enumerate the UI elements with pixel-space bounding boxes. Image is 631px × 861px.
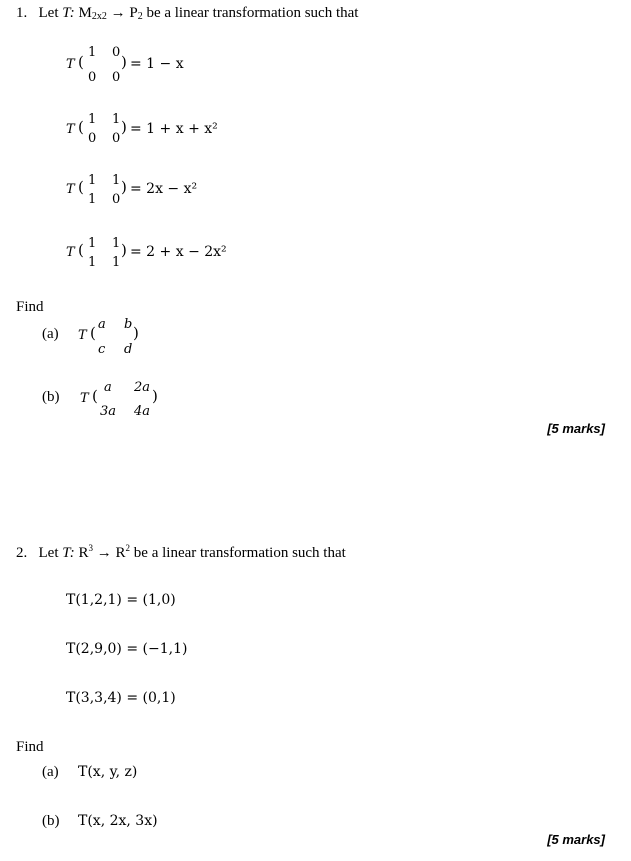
q2-number: 2. — [16, 545, 28, 561]
q1-part-b-d: 4a — [134, 404, 151, 419]
q1-map-2-rhs: = 1 + x + x² — [130, 121, 218, 137]
q1-part-b-T: T — [80, 391, 89, 406]
q2-map-2: T(2,9,0) = (−1,1) — [66, 641, 188, 657]
q1-map-1-d: 0 — [112, 70, 121, 85]
q1-map-1-a: 1 — [88, 45, 97, 60]
q2-intro-rest: be a linear transformation such that — [130, 545, 346, 561]
q1-part-b-a: a — [104, 380, 112, 395]
q2-R2-sup: 2 — [125, 543, 131, 553]
q1-P-sub: 2 — [137, 11, 143, 22]
q1-part-a-open: ( — [90, 324, 96, 342]
q1-part-b-open: ( — [92, 387, 98, 405]
q1-part-b-c: 3a — [100, 404, 117, 419]
q1-map-3-open: ( — [78, 178, 84, 196]
q1-map-1-close: ) — [121, 53, 127, 71]
q1-part-b-close: ) — [152, 387, 158, 405]
q1-map-4-a: 1 — [88, 236, 97, 251]
q1-map-4-close: ) — [121, 241, 127, 259]
q1-T: T: — [62, 5, 75, 21]
q1-map-2-c: 0 — [88, 131, 97, 146]
q1-part-a-d: d — [124, 342, 133, 357]
q1-map-3-T: T — [66, 182, 75, 197]
q1-number: 1. — [16, 5, 28, 21]
q1-map-4-d: 1 — [112, 255, 121, 270]
q1-map-4-b: 1 — [112, 236, 121, 251]
q2-part-a-expr: T(x, y, z) — [78, 764, 138, 780]
q1-map-2-close: ) — [121, 118, 127, 136]
q2-T: T: — [62, 545, 75, 561]
q2-find: Find — [16, 739, 44, 755]
q2-heading — [16, 543, 346, 562]
q1-map-2-d: 0 — [112, 131, 121, 146]
q1-map-3-c: 1 — [88, 192, 97, 207]
q2-R1-sup: 3 — [88, 543, 94, 553]
q1-map-2-b: 1 — [112, 112, 121, 127]
q2-R2: R — [115, 545, 126, 561]
q1-map-4-rhs: = 2 + x − 2x² — [130, 244, 227, 260]
q1-intro-rest: be a linear transformation such that — [142, 5, 359, 21]
q1-map-4-open: ( — [78, 241, 84, 259]
q1-map-4-T: T — [66, 245, 75, 260]
q1-map-2-a: 1 — [88, 112, 97, 127]
q1-part-a-T: T — [78, 328, 87, 343]
q1-map-2-T: T — [66, 122, 75, 137]
q1-part-a-b: b — [124, 317, 133, 332]
q1-heading — [16, 5, 358, 22]
q1-map-1-open: ( — [78, 53, 84, 71]
q2-part-a-label: (a) — [42, 764, 59, 780]
q1-part-b-b: 2a — [134, 380, 151, 395]
q2-map-3: T(3,3,4) = (0,1) — [66, 690, 176, 706]
q1-map-1-c: 0 — [88, 70, 97, 85]
q1-map-3-close: ) — [121, 178, 127, 196]
q2-part-b-label: (b) — [42, 813, 60, 829]
q1-part-a-close: ) — [133, 324, 139, 342]
q2-R1: R — [74, 545, 89, 561]
q1-map-3-rhs: = 2x − x² — [130, 181, 198, 197]
q1-map-1-T: T — [66, 57, 75, 72]
q1-find: Find — [16, 299, 44, 315]
q1-map-3-a: 1 — [88, 173, 97, 188]
q2-arrow: → — [93, 545, 116, 561]
q1-marks: [5 marks] — [547, 421, 605, 436]
q2-marks: [5 marks] — [547, 832, 605, 847]
q1-map-2-open: ( — [78, 118, 84, 136]
q1-map-4-c: 1 — [88, 255, 97, 270]
q1-M: M — [74, 5, 92, 21]
q2-map-1: T(1,2,1) = (1,0) — [66, 592, 176, 608]
q1-map-3-b: 1 — [112, 173, 121, 188]
q1-map-3-d: 0 — [112, 192, 121, 207]
q1-arrow: → — [106, 5, 130, 21]
q2-part-b-expr: T(x, 2x, 3x) — [78, 813, 158, 829]
q1-part-a-a: a — [98, 317, 106, 332]
q1-P: P — [129, 5, 138, 21]
q1-part-b-label: (b) — [42, 389, 60, 405]
q1-intro-let: Let — [38, 5, 63, 21]
q1-map-1-b: 0 — [112, 45, 121, 60]
q2-intro-let: Let — [38, 545, 63, 561]
q1-M-sub: 2x2 — [91, 11, 107, 22]
q1-map-1-rhs: = 1 − x — [130, 56, 184, 72]
q1-part-a-c: c — [98, 342, 106, 357]
q1-part-a-label: (a) — [42, 326, 59, 342]
